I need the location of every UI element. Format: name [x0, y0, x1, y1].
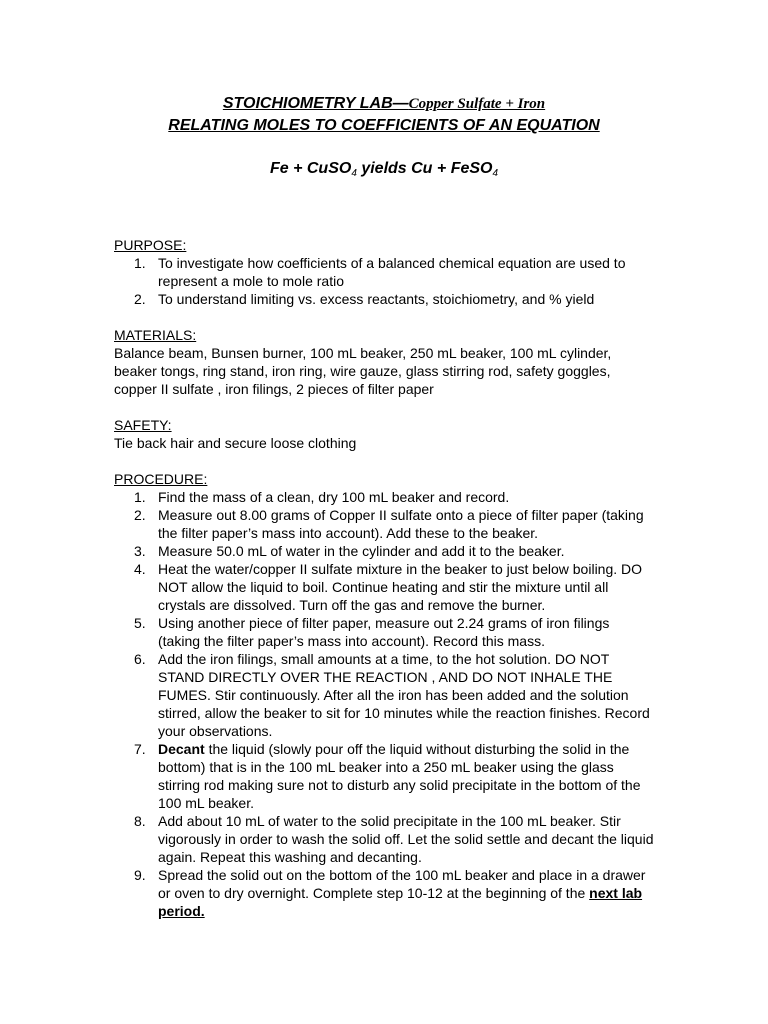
list-item: 7. Decant the liquid (slowly pour off the liquid without disturbing the solid in the bottom) that is in the 100 mL beaker into a 250 mL beaker using the glass stirring rod making sure not to disturb any solid precipitate in the bottom of the 100 mL beaker.: [134, 741, 641, 811]
safety-text: Tie back hair and secure loose clothing: [114, 435, 357, 451]
list-item: 1. Find the mass of a clean, dry 100 mL beaker and record.: [134, 489, 510, 505]
equation-part-1: Fe + CuSO: [269, 160, 352, 177]
lab-subtitle: RELATING MOLES TO COEFFICIENTS OF AN EQUATION: [168, 117, 600, 134]
equation-subscript-1: 4: [351, 168, 357, 179]
materials-section: [114, 326, 654, 398]
list-item: 6. Add the iron filings, small amounts at a time, to the hot solution. DO NOT STAND DIRECTLY OVER THE REACTION , AND DO NOT INHALE THE FUMES. Stir continuously. After all the iron has been added and the solution stirred, allow the beaker to sit for 10 minutes while the reaction finishes. Record your observations.: [134, 651, 650, 739]
purpose-section: [114, 236, 654, 308]
list-item: 2. To understand limiting vs. excess reactants, stoichiometry, and % yield: [134, 291, 595, 307]
document-body: [114, 236, 654, 938]
procedure-list: [114, 488, 654, 920]
purpose-list: [114, 254, 654, 308]
purpose-heading: PURPOSE:: [114, 237, 187, 253]
decant-term: Decant: [158, 741, 205, 757]
lab-title-main: STOICHIOMETRY LAB—: [222, 95, 409, 112]
safety-heading: SAFETY:: [114, 417, 172, 433]
procedure-section: [114, 470, 654, 920]
list-item: 8. Add about 10 mL of water to the solid precipitate in the 100 mL beaker. Stir vigorously in order to wash the solid off. Let the solid settle and decant the liquid again. Repeat this washing and decanting.: [134, 813, 654, 865]
materials-text: Balance beam, Bunsen burner, 100 mL beaker, 250 mL beaker, 100 mL cylinder, beaker tongs, ring stand, iron ring, wire gauze, glass stirring rod, safety goggles, copper II sulfate , iron filings, 2 pieces of filter paper: [114, 345, 612, 397]
materials-heading: MATERIALS:: [114, 327, 197, 343]
list-item: 2. Measure out 8.00 grams of Copper II sulfate onto a piece of filter paper (taking the filter paper’s mass into account). Add these to the beaker.: [134, 507, 644, 541]
list-item: 5. Using another piece of filter paper, measure out 2.24 grams of iron filings (taking the filter paper’s mass into account). Record this mass.: [134, 615, 610, 649]
title-block: [0, 93, 768, 185]
chemical-equation: [0, 158, 768, 185]
list-item: 9. Spread the solid out on the bottom of the 100 mL beaker and place in a drawer or oven to dry overnight. Complete step 10-12 at the beginning of the next lab period.: [134, 867, 646, 919]
lab-title: [0, 93, 768, 115]
lab-title-sub: Copper Sulfate + Iron: [408, 96, 546, 112]
list-item: 1. To investigate how coefficients of a balanced chemical equation are used to represent a mole to mole ratio: [134, 255, 626, 289]
safety-section: [114, 416, 654, 452]
list-item: 3. Measure 50.0 mL of water in the cylinder and add it to the beaker.: [134, 543, 565, 559]
procedure-heading: PROCEDURE:: [114, 471, 208, 487]
equation-subscript-2: 4: [492, 168, 499, 179]
list-item: 4. Heat the water/copper II sulfate mixture in the beaker to just below boiling. DO NOT allow the liquid to boil. Continue heating and stir the mixture until all crystals are dissolved. Turn off the gas and remove the burner.: [134, 561, 643, 613]
equation-part-2: yields Cu + FeSO: [356, 160, 493, 177]
next-lab-period-term: next lab period.: [158, 885, 643, 919]
